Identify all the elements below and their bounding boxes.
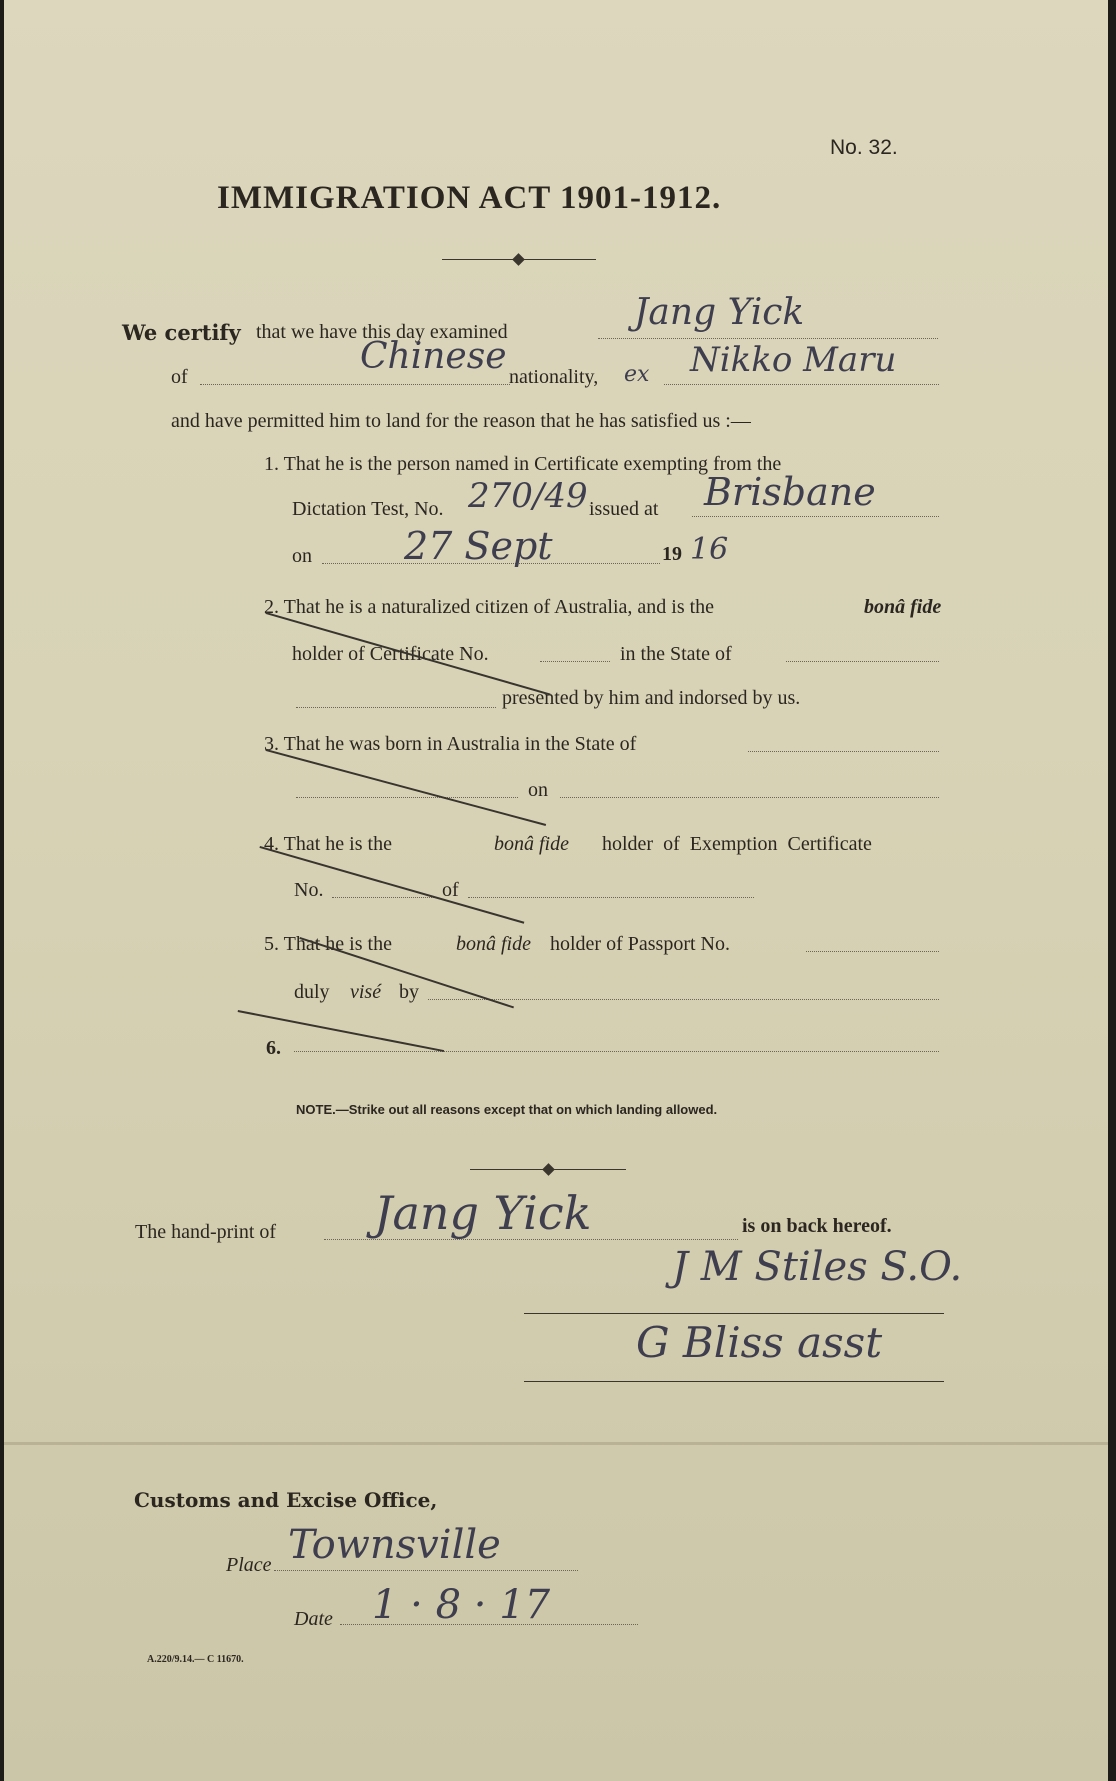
reason5-that: 5. That he is the — [264, 933, 392, 955]
place-value: Townsville — [288, 1522, 501, 1568]
reason5-bona-fide: bonâ fide — [456, 933, 531, 955]
printer-code: A.220/9.14.— C 11670. — [147, 1654, 244, 1665]
reason4-holder-exemption: holder of Exemption Certificate — [602, 833, 872, 855]
reason3-on-dotted-line — [560, 797, 939, 798]
reason1-on: on — [292, 545, 312, 567]
office-heading: Customs and Excise Office, — [134, 1488, 438, 1512]
reason3-state-dotted-line — [748, 751, 939, 752]
examined-name: Jang Yick — [634, 292, 805, 333]
signature-rule-1 — [524, 1313, 944, 1314]
reason2-state-dotted-line — [786, 661, 939, 662]
reason1-year-prefix: 19 — [662, 543, 682, 565]
reason1-dictation-test: Dictation Test, No. — [292, 498, 444, 520]
reason3-on: on — [528, 779, 548, 801]
reason4-bona-fide: bonâ fide — [494, 833, 569, 855]
note-label: NOTE. — [296, 1102, 336, 1117]
reason1-issue-place: Brisbane — [704, 470, 876, 514]
reason5-holder-passport: holder of Passport No. — [550, 933, 730, 955]
title-ornament-diamond — [512, 253, 525, 266]
handprint-suffix: is on back hereof. — [742, 1215, 892, 1237]
reason1-year: 16 — [690, 532, 729, 567]
reason2-presented: presented by him and indorsed by us. — [502, 687, 801, 709]
ex-mark: ex — [624, 362, 650, 387]
form-number: No. 32. — [830, 136, 898, 159]
reason4-of: of — [442, 879, 459, 901]
permitted-text: and have permitted him to land for the reason that he has satisfied us :— — [171, 410, 751, 432]
reason4-that: 4. That he is the — [264, 833, 392, 855]
reason6-number: 6. — [266, 1037, 281, 1059]
certificate-paper — [4, 0, 1108, 1781]
ship-name: Nikko Maru — [690, 340, 897, 380]
reason2-presented-dotted-line — [296, 707, 496, 708]
we-certify-lead: We certify — [122, 320, 241, 345]
date-label: Date — [294, 1608, 333, 1630]
reason2-in-state: in the State of — [620, 643, 732, 665]
reason1-issued-at: issued at — [589, 498, 659, 520]
nationality-value: Chinese — [360, 336, 507, 377]
reason1-cert-number: 270/49 — [468, 476, 588, 516]
reason4-of-dotted-line — [468, 897, 754, 898]
reason3-strike-line — [265, 749, 546, 826]
reason2-holder-cert: holder of Certificate No. — [292, 643, 489, 665]
note — [296, 1102, 717, 1117]
place-dotted-line — [274, 1570, 578, 1571]
reason2-cert-dotted-line — [540, 661, 610, 662]
ship-dotted-line — [664, 384, 939, 385]
reason5-duly: duly — [294, 981, 330, 1003]
reason3-line1: 3. That he was born in Australia in the State of — [264, 733, 637, 755]
note-ornament-diamond — [542, 1163, 555, 1176]
reason6-dotted-line — [294, 1051, 939, 1052]
certify-text: that we have this day examined — [256, 321, 508, 343]
place-label: Place — [226, 1554, 272, 1576]
reason2-bona-fide: bonâ fide — [864, 596, 942, 618]
handprint-name: Jang Yick — [374, 1186, 592, 1240]
reason2-line1: 2. That he is a naturalized citizen of Australia, and is the — [264, 596, 715, 618]
nationality-dotted-line — [200, 384, 510, 385]
reason5-passport-dotted-line — [806, 951, 939, 952]
reason5-vise: visé — [350, 981, 382, 1003]
officer-signature-1: J M Stiles S.O. — [672, 1244, 963, 1290]
of-label: of — [171, 366, 188, 388]
paper-fold-crease — [4, 1442, 1108, 1445]
name-dotted-line — [598, 338, 938, 339]
reason4-no: No. — [294, 879, 324, 901]
officer-signature-2: G Bliss asst — [636, 1318, 883, 1367]
reason1-line1: 1. That he is the person named in Certificate exempting from the — [264, 453, 782, 475]
reason4-no-dotted-line — [332, 897, 436, 898]
reason3-blank-dotted-line — [296, 797, 518, 798]
reason5-by: by — [399, 981, 419, 1003]
date-value: 1 · 8 · 17 — [372, 1582, 551, 1628]
nationality-label: nationality, — [509, 366, 599, 388]
form-title: IMMIGRATION ACT 1901-1912. — [217, 180, 722, 216]
reason1-issue-date: 27 Sept — [404, 524, 553, 568]
note-text: —Strike out all reasons except that on which landing allowed. — [335, 1102, 718, 1117]
reason5-by-dotted-line — [428, 999, 939, 1000]
reason1-place-dotted-line — [692, 516, 939, 517]
handprint-label: The hand-print of — [135, 1221, 277, 1243]
signature-rule-2 — [524, 1381, 944, 1382]
